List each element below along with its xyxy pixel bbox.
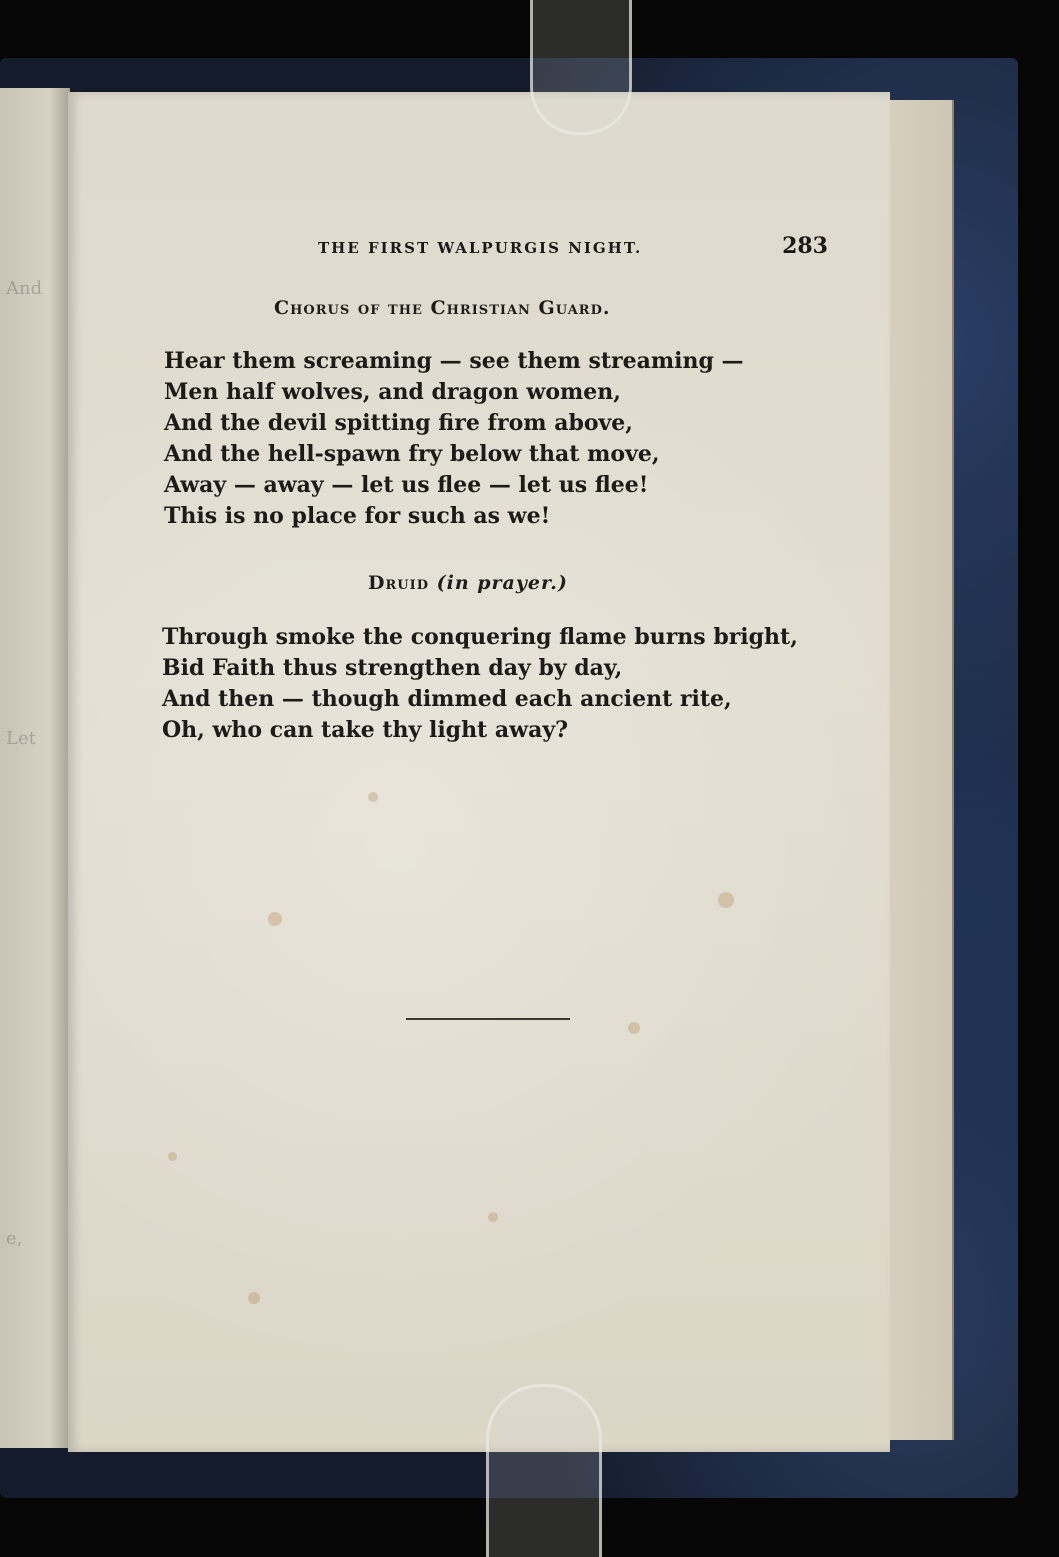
verse-line: And the devil spitting fire from above,	[164, 410, 633, 436]
left-page-fragment: e,	[6, 1228, 23, 1249]
druid-heading	[368, 572, 568, 594]
foxing-spot	[628, 1022, 640, 1034]
bottom-page-clip	[486, 1384, 602, 1557]
druid-verse	[162, 622, 798, 746]
section-end-rule	[406, 1018, 570, 1020]
chorus-verse	[164, 346, 744, 532]
foxing-spot	[488, 1212, 498, 1222]
foxing-spot	[718, 892, 734, 908]
foxing-spot	[168, 1152, 177, 1161]
foxing-spot	[268, 912, 282, 926]
book-page	[68, 92, 890, 1452]
left-page-fragment: Let	[6, 728, 36, 749]
verse-line: Through smoke the conquering flame burns bright,	[162, 624, 798, 650]
verse-line: Oh, who can take thy light away?	[162, 717, 569, 743]
page-header	[318, 233, 828, 263]
foxing-spot	[368, 792, 378, 802]
verse-line: And the hell-spawn fry below that move,	[164, 441, 660, 467]
speaker-name: Druid	[368, 572, 429, 594]
chorus-heading: Chorus of the Christian Guard.	[274, 297, 611, 319]
verse-line: And then — though dimmed each ancient rite,	[162, 686, 732, 712]
verse-line: Men half wolves, and dragon women,	[164, 379, 621, 405]
left-facing-page	[0, 88, 70, 1448]
stage-direction: (in prayer.)	[436, 572, 568, 594]
left-page-fragment: And	[6, 278, 43, 299]
foxing-spot	[248, 1292, 260, 1304]
verse-line: Hear them screaming — see them streaming —	[164, 348, 744, 374]
verse-line: Bid Faith thus strengthen day by day,	[162, 655, 623, 681]
page-number: 283	[782, 233, 828, 259]
running-title: THE FIRST WALPURGIS NIGHT.	[318, 239, 643, 257]
verse-line: This is no place for such as we!	[164, 503, 551, 529]
top-page-clip	[530, 0, 632, 135]
verse-line: Away — away — let us flee — let us flee!	[164, 472, 649, 498]
